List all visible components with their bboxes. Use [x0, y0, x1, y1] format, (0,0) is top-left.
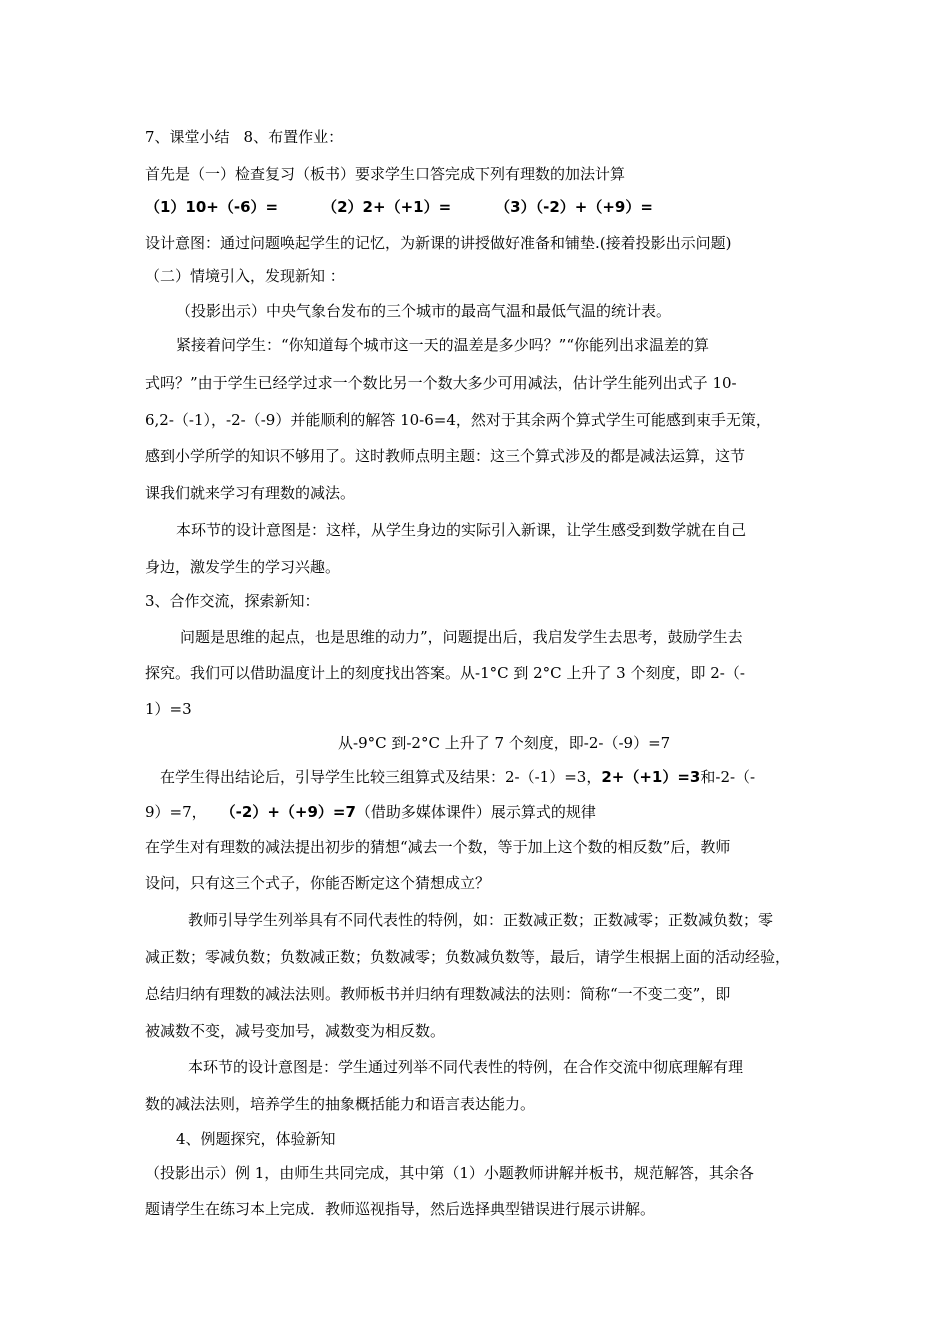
equation-bold-1: 2+（+1）=3: [601, 768, 701, 786]
line-agenda: [145, 126, 343, 148]
paragraph-line: 被减数不变，减号变加号，减数变为相反数。: [145, 1022, 446, 1040]
design-intent-1: 设计意图：通过问题唤起学生的记忆，为新课的讲授做好准备和铺垫.(接着投影出示问题): [145, 234, 732, 252]
paragraph-line: 式吗？”由于学生已经学过求一个数比另一个数大多少可用减法，估计学生能列出式子 10-: [145, 374, 737, 392]
paragraph-line: 6,2-（-1），-2-（-9）并能顺利的解答 10-6=4，然对于其余两个算式学生可能感到束手无策，: [145, 411, 771, 429]
paragraph-line: 数的减法法则，培养学生的抽象概括能力和语言表达能力。: [145, 1095, 536, 1113]
exercise-3: （3）（-2）+（+9）=: [495, 198, 653, 216]
paragraph-line: 题请学生在练习本上完成．教师巡视指导，然后选择典型错误进行展示讲解。: [145, 1200, 656, 1218]
paragraph-line: （投影出示）中央气象台发布的三个城市的最高气温和最低气温的统计表。: [176, 302, 672, 320]
review-intro: 首先是（一）检查复习（板书）要求学生口答完成下列有理数的加法计算: [145, 165, 626, 183]
paragraph-line: 总结归纳有理数的减法法则。教师板书并归纳有理数减法的法则：简称“一不变二变”，即: [145, 985, 731, 1003]
paragraph-line: 1）=3: [145, 700, 192, 718]
comparison-text: 在学生得出结论后，引导学生比较三组算式及结果：2-（-1）=3，: [160, 768, 602, 786]
paragraph-line: 减正数；零减负数；负数减正数；负数减零；负数减负数等，最后，请学生根据上面的活动经验，: [145, 948, 791, 966]
comparison-text-end: 和-2-（-: [700, 768, 756, 786]
equation-bold-2: （-2）+（+9）=7: [220, 803, 356, 821]
centered-equation-line: 从-9°C 到-2°C 上升了 7 个刻度，即-2-（-9）=7: [338, 734, 671, 752]
comparison-line: [160, 766, 755, 788]
exercise-2: （2）2+（+1）=: [322, 198, 452, 216]
paragraph-line: 在学生对有理数的减法提出初步的猜想“减去一个数，等于加上这个数的相反数”后，教师: [145, 838, 731, 856]
review-exercises: [145, 196, 653, 218]
paragraph-line: 本环节的设计意图是：学生通过列举不同代表性的特例，在合作交流中彻底理解有理: [188, 1058, 744, 1076]
paragraph-line: 感到小学所学的知识不够用了。这时教师点明主题：这三个算式涉及的都是减法运算，这节: [145, 447, 746, 465]
paragraph-line: （投影出示）例 1，由师生共同完成，其中第（1）小题教师讲解并板书，规范解答，其余各: [145, 1164, 754, 1182]
section-heading-4: 4、例题探究，体验新知: [176, 1130, 336, 1148]
agenda-item-8: 8、布置作业：: [243, 128, 344, 146]
comparison-text: 9）=7，: [145, 803, 207, 821]
paragraph-line: 教师引导学生列举具有不同代表性的特例，如：正数减正数；正数减零；正数减负数；零: [188, 911, 774, 929]
paragraph-line: 探究。我们可以借助温度计上的刻度找出答案。从-1°C 到 2°C 上升了 3 个刻度，即 2-（-: [145, 664, 745, 682]
section-heading-3: 3、合作交流，探索新知：: [145, 592, 320, 610]
paragraph-line: 本环节的设计意图是：这样，从学生身边的实际引入新课，让学生感受到数学就在自己: [176, 521, 747, 539]
paragraph-line: 设问，只有这三个式子，你能否断定这个猜想成立？: [145, 874, 491, 892]
paragraph-line: 紧接着问学生：“你知道每个城市这一天的温差是多少吗？”“你能列出求温差的算: [176, 336, 710, 354]
exercise-1: （1）10+（-6）=: [145, 198, 279, 216]
paragraph-line: 问题是思维的起点，也是思维的动力”，问题提出后，我启发学生去思考，鼓励学生去: [180, 628, 743, 646]
agenda-item-7: 7、课堂小结: [145, 128, 230, 146]
comparison-line-2: [145, 801, 596, 823]
paragraph-line: 课我们就来学习有理数的减法。: [145, 484, 356, 502]
comparison-text-end: （借助多媒体课件）展示算式的规律: [355, 803, 596, 821]
section-heading-2: （二）情境引入，发现新知 ：: [145, 267, 345, 285]
paragraph-line: 身边，激发学生的学习兴趣。: [145, 558, 341, 576]
